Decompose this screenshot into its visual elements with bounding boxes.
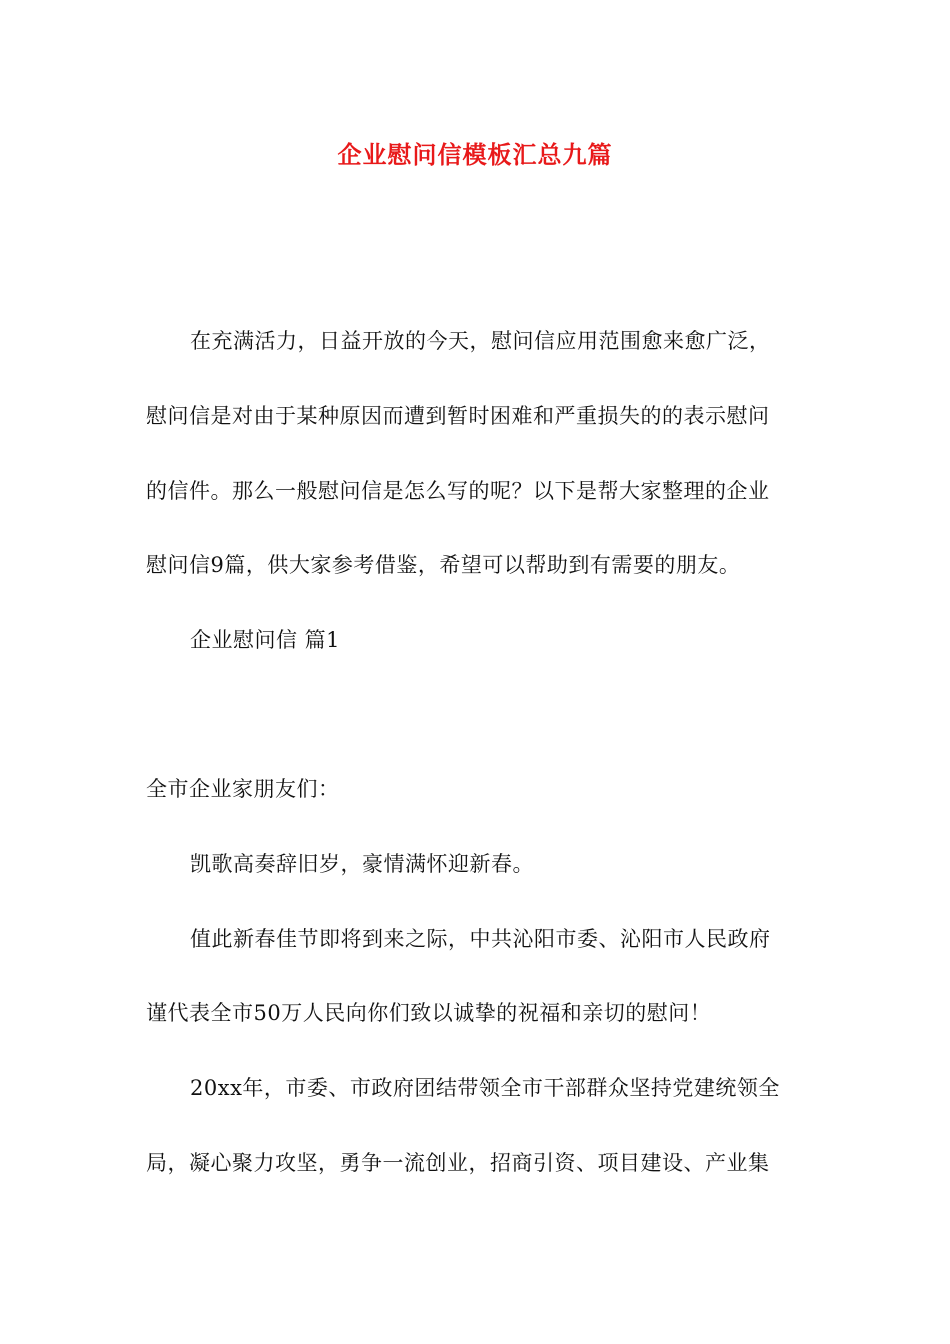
paragraph-line: 局，凝心聚力攻坚，勇争一流创业，招商引资、项目建设、产业集 — [146, 1151, 770, 1175]
salutation: 全市企业家朋友们： — [146, 777, 340, 801]
paragraph-line: 值此新春佳节即将到来之际，中共沁阳市委、沁阳市人民政府 — [190, 927, 771, 951]
paragraph-line: 凯歌高奏辞旧岁，豪情满怀迎新春。 — [190, 852, 534, 876]
paragraph-line: 20xx年，市委、市政府团结带领全市干部群众坚持党建统领全 — [190, 1076, 780, 1100]
paragraph-line: 慰问信是对由于某种原因而遭到暂时困难和严重损失的的表示慰问 — [146, 404, 770, 428]
paragraph-line: 谨代表全市50万人民向你们致以诚挚的祝福和亲切的慰问！ — [146, 1001, 712, 1025]
paragraph-line: 的信件。那么一般慰问信是怎么写的呢？以下是帮大家整理的企业 — [146, 479, 770, 503]
paragraph-line: 在充满活力，日益开放的今天，慰问信应用范围愈来愈广泛， — [190, 329, 771, 353]
section-heading: 企业慰问信 篇1 — [190, 628, 341, 652]
paragraph-line: 慰问信9篇，供大家参考借鉴，希望可以帮助到有需要的朋友。 — [146, 553, 741, 577]
document-title: 企业慰问信模板汇总九篇 — [337, 140, 613, 169]
